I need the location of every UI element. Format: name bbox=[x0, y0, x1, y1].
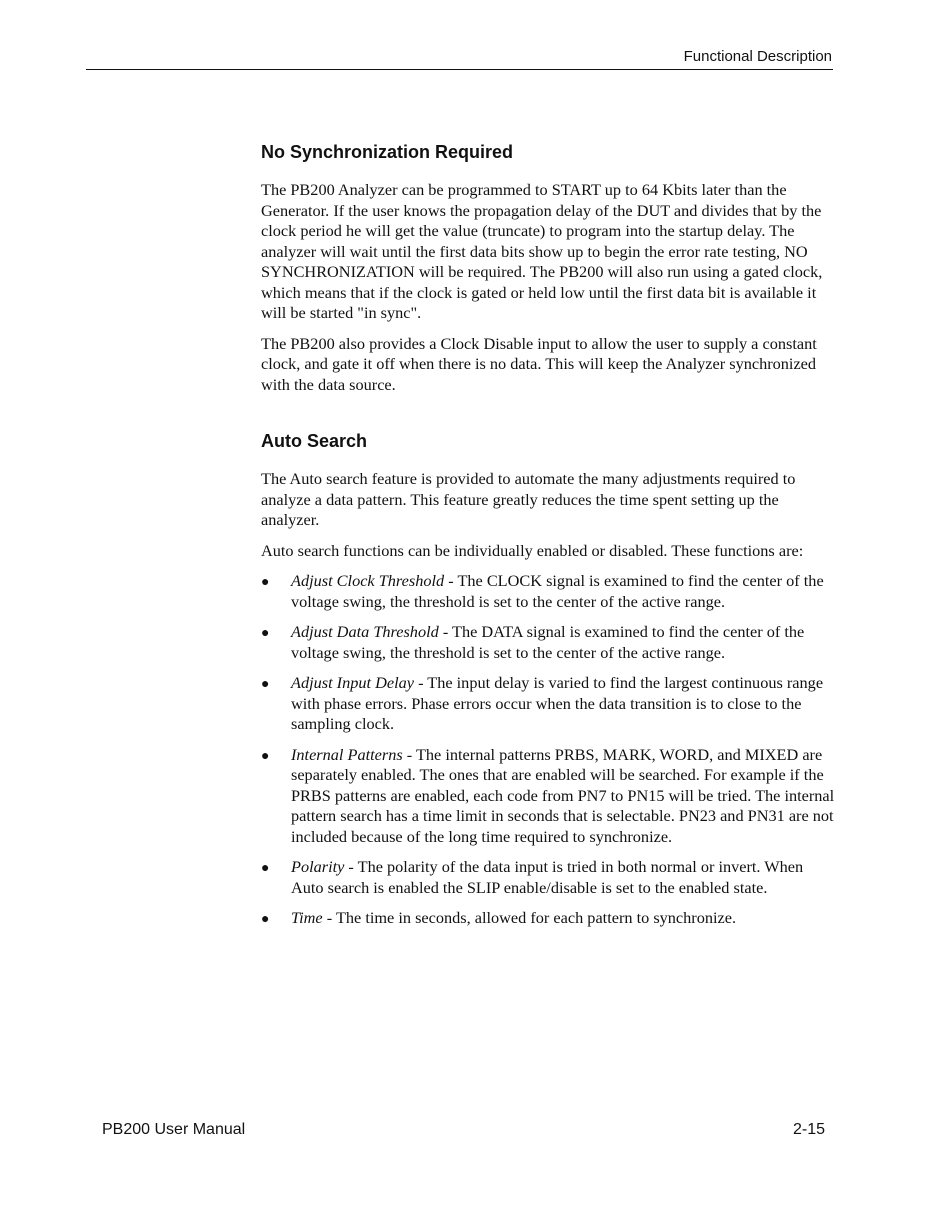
list-item bbox=[261, 745, 836, 848]
auto-search-function-list bbox=[261, 571, 836, 929]
bullet-icon: ● bbox=[261, 910, 270, 926]
bullet-icon: ● bbox=[261, 624, 270, 640]
bullet-icon: ● bbox=[261, 859, 270, 875]
list-item bbox=[261, 622, 836, 663]
footer-manual-title: PB200 User Manual bbox=[102, 1121, 246, 1138]
list-item-text: - The CLOCK signal is examined to find the center of the voltage swing, the threshold is set to the center of the active range. bbox=[291, 571, 824, 611]
list-item bbox=[261, 673, 836, 735]
list-item-text: - The time in seconds, allowed for each pattern to synchronize. bbox=[322, 908, 737, 927]
page-header-title: Functional Description bbox=[683, 48, 832, 65]
list-item-text: - The input delay is varied to find the largest continuous range with phase errors. Phase errors occur when the data transition is to close to the sampling clock. bbox=[291, 673, 824, 733]
list-item bbox=[261, 571, 836, 612]
paragraph: The Auto search feature is provided to automate the many adjustments required to analyze a data pattern. This feature greatly reduces the time spent setting up the analyzer. bbox=[261, 469, 796, 529]
bullet-icon: ● bbox=[261, 746, 270, 763]
paragraph: Auto search functions can be individually enabled or disabled. These functions are: bbox=[261, 540, 804, 560]
list-item-text: - The polarity of the data input is tried in both normal or invert. When Auto search is enabled the SLIP enable/disable is set to the enabled state. bbox=[291, 857, 804, 897]
list-item bbox=[261, 908, 836, 929]
list-item-term: Adjust Input Delay bbox=[291, 673, 414, 692]
list-item-term: Adjust Clock Threshold bbox=[291, 571, 445, 590]
list-item-term: Time bbox=[291, 908, 323, 927]
list-item-text: - The internal patterns PRBS, MARK, WORD, and MIXED are separately enabled. The ones that are enabled will be searched. For example if the PRBS patterns are enabled, each code from PN7 to PN15 will be tried. The internal pattern search has a time limit in seconds that is selectable. PN23 and PN31 are not included because of the long time required to synchronize. bbox=[291, 744, 835, 846]
bullet-icon: ● bbox=[261, 675, 270, 691]
paragraph: The PB200 Analyzer can be programmed to START up to 64 Kbits later than the Generator. If the user knows the propagation delay of the DUT and divides that by the clock period he will get the value (truncate) to program into the startup delay. The analyzer will wait until the first data bits show up to begin the error rate testing, NO SYNCHRONIZATION will be required. The PB200 will also run using a gated clock, which means that if the clock is gated or held low until the first data bit is available it will be started "in sync". bbox=[261, 180, 823, 322]
list-item-term: Polarity bbox=[291, 857, 345, 876]
list-item-text: - The DATA signal is examined to find the center of the voltage swing, the threshold is set to the center of the active range. bbox=[291, 622, 805, 662]
list-item-term: Internal Patterns bbox=[291, 744, 403, 764]
page-content bbox=[261, 140, 836, 939]
section-heading-no-synchronization: No Synchronization Required bbox=[261, 142, 514, 162]
header-divider bbox=[86, 69, 833, 70]
bullet-icon: ● bbox=[261, 573, 270, 589]
paragraph: The PB200 also provides a Clock Disable input to allow the user to supply a constant clock, and gate it off when there is no data. This will keep the Analyzer synchronized with the data source. bbox=[261, 333, 817, 394]
section-heading-auto-search: Auto Search bbox=[261, 431, 368, 451]
footer-page-number: 2-15 bbox=[793, 1121, 826, 1138]
list-item-term: Adjust Data Threshold bbox=[291, 622, 439, 641]
list-item bbox=[261, 857, 836, 898]
